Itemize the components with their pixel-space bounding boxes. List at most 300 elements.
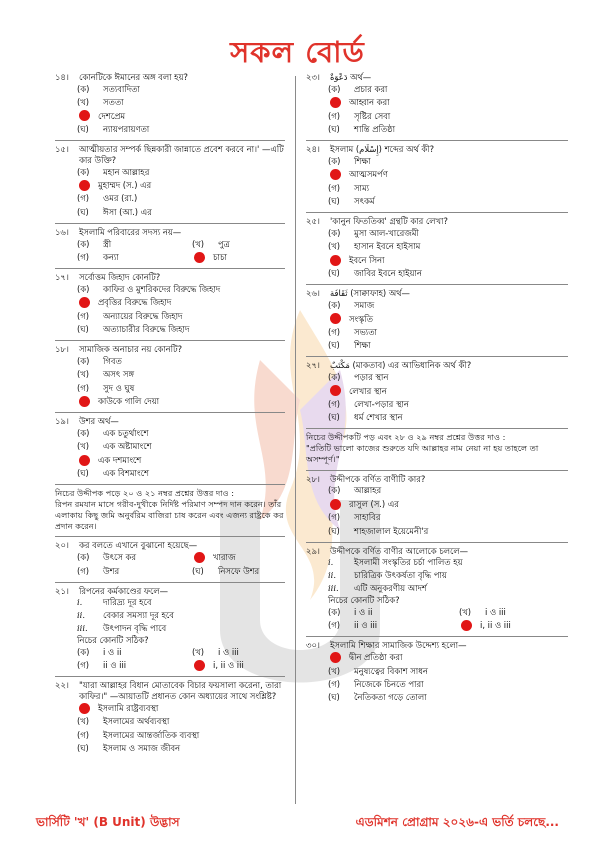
option-text: সততা [103,97,124,108]
option-text: দ্বীন প্রতিষ্ঠা করা [349,652,403,663]
question-block [55,586,285,673]
question-stem [55,680,285,701]
answer-option[interactable] [306,524,568,537]
option-label: (গ) [77,251,90,262]
answer-option[interactable] [170,646,285,659]
option-label: (ক) [328,156,341,166]
answer-option[interactable] [55,178,285,191]
answer-option[interactable] [306,664,568,677]
question-text: আত্মীয়তার সম্পর্ক ছিন্নকারী জান্নাতে প্রবেশ করবে না।' —এটি কার উক্তি? [79,144,284,165]
question-number: ১৮। [55,343,69,354]
question-text: ইসলামি পরিবারের সদস্য নয়— [79,226,182,237]
option-row [55,251,285,264]
footer-brand: ভার্সিটি 'খ' (B Unit) উদ্ভাস [36,815,180,829]
option-text: সমাজ [354,300,375,311]
answer-option[interactable] [306,267,568,280]
question-number: ২৮। [306,473,320,484]
option-text: সাহাবির [354,512,381,523]
question-text: دَعْوَةٌ অর্থ— [330,72,372,82]
option-row [55,551,285,564]
option-label: (গ) [328,679,341,690]
answer-mark [330,385,341,396]
option-label: (ঘ) [77,124,89,135]
answer-option[interactable] [55,192,285,205]
answer-option[interactable] [306,484,568,497]
answer-option[interactable] [55,742,285,755]
answer-option[interactable] [55,83,285,96]
option-text: হাসান ইবনে হাইসাম [354,241,421,252]
answer-option[interactable] [306,312,568,325]
answer-option[interactable] [306,299,568,312]
option-text: সৃষ্টির সেবা [354,110,391,121]
question-stem [306,144,568,155]
option-text: ইসলাম ও সমাজ জীবন [103,743,181,754]
question-block [306,474,568,538]
answer-option[interactable] [306,155,568,168]
answer-option[interactable] [170,237,285,250]
option-label: (খ) [77,716,90,727]
answer-option[interactable] [437,619,568,632]
option-text: চাচা [213,251,227,262]
answer-option[interactable] [306,253,568,266]
question-block [306,72,568,136]
option-label: (ক) [328,485,341,496]
option-text: সুদ ও ঘুষ [103,382,135,393]
statement-numeral: iii. [77,623,88,634]
statement-text: ইসলামী সংস্কৃতির চর্চা পালিত হয় [354,557,463,568]
separator [55,223,285,224]
statement-text: বেকার সমস্যা দূর হবে [103,610,174,621]
answer-option[interactable] [306,123,568,136]
option-text: রাসুল (স.) এর [349,498,399,509]
answer-option[interactable] [55,564,170,577]
question-text: "যারা আল্লাহর বিধান মোতাবেক বিচার ফয়সালা করেনা, তারা কাফির।" —আয়াতটি প্রধানত কোন অধ্যায়ের সাথে সংশ্লিষ্ট? [79,680,282,701]
question-stem [306,546,568,557]
option-text: শাহজালাল ইয়েমেনী'র [354,525,429,536]
question-block [55,680,285,755]
answer-mark [194,552,205,563]
option-text: নিজেকে চিনতে পারা [354,679,424,690]
answer-option[interactable] [55,309,285,322]
statement-numeral: ii. [328,570,337,581]
option-label: (ঘ) [328,196,340,207]
option-text: শিক্ষা [354,156,371,166]
option-label: (খ) [192,238,205,249]
answer-option[interactable] [306,511,568,524]
statement [306,569,568,582]
option-label: (ক) [77,238,90,249]
option-label: (গ) [328,512,341,523]
option-text: ইবনে সিনা [349,254,385,265]
option-label: (ক) [77,166,90,177]
question-ask: নিচের কোনটি সঠিক? [77,635,149,646]
option-label: (গ) [77,729,90,740]
option-label: (গ) [77,565,90,576]
answer-option[interactable] [306,240,568,253]
option-text: কাউকে গালি দেয়া [98,396,160,407]
answer-option[interactable] [55,123,285,136]
question-text: সর্বোত্তম জিহাদ কোনটি? [79,271,161,282]
option-row [55,659,285,672]
question-text: ثَقَافَة (সাক্বাফাহ) অর্থ— [330,288,410,299]
passage-body: রিপন রমযান মাসে গরীব-দুখীকে নির্দিষ্ট পরিমাণ সম্পদ দান করেন। তাঁর এলাকায় কিছু জমি অনুর্বরিম বাজিরা চাষ করেন এবং এজন্য রাষ্ট্রকে কর প্রদান করেন। [55,499,284,532]
option-text: শিক্ষা [354,340,371,351]
answer-option[interactable] [306,371,568,384]
answer-option[interactable] [55,296,285,309]
answer-option[interactable] [55,354,285,367]
option-text: ii ও iii [103,660,127,671]
footer-admission: এডমিশন প্রোগ্রাম ২০২৬-এ ভর্তি চলছে... [355,815,559,829]
answer-option[interactable] [170,659,285,672]
question-text: উদ্দীপকে বর্ণিত বাণীটি কার? [330,473,426,484]
separator [55,412,285,413]
option-text: i ও ii [103,647,122,658]
question-text: কোনটিকে ঈমানের অঙ্গ বলা হয়? [79,72,188,82]
statement-text: এটি অনুকরণীয় আদর্শ [354,583,427,594]
option-label: (ঘ) [77,206,89,217]
option-label: (ঘ) [192,565,204,576]
answer-option[interactable] [170,551,285,564]
answer-option[interactable] [306,325,568,338]
option-text: সংস্কৃতি [349,313,373,324]
option-label: (ঘ) [328,340,340,351]
answer-mark [79,455,90,466]
option-text: এক চতুর্থাংশে [103,427,149,438]
question-stem [55,416,285,427]
stimulus-passage [306,432,568,465]
passage-heading: নিচের উদ্দীপক পড়ে ২০ ও ২১ নম্বর প্রশ্নের উত্তর দাও : [55,488,235,499]
answer-option[interactable] [306,678,568,691]
option-text: অত্যাচারীর বিরুদ্ধে জিহাদ [103,324,190,335]
option-label: (ক) [328,83,341,94]
option-label: (খ) [77,97,90,108]
answer-mark [79,703,90,714]
answer-mark [330,169,341,180]
statement [55,609,285,622]
option-text: শান্তি প্রতিষ্ঠা [354,124,396,135]
option-label: (ঘ) [328,692,340,703]
option-label: (ঘ) [328,268,340,279]
question-stem [55,540,285,551]
option-row [55,564,285,577]
option-label: (ক) [328,300,341,311]
answer-option[interactable] [306,384,568,397]
answer-mark [461,620,472,631]
option-text: স্ত্রী [103,238,112,249]
answer-mark [330,97,341,108]
separator [306,428,568,429]
answer-mark [79,396,90,407]
question-number: ২৭। [306,360,320,371]
option-label: (ঘ) [77,468,89,479]
answer-option[interactable] [55,368,285,381]
option-label: (ঘ) [328,412,340,423]
question-number: ২২। [55,680,69,691]
question-stem [306,216,568,227]
option-text: মনুষ্যত্বের বিকাশ সাধন [354,665,428,676]
option-label: (গ) [328,620,341,631]
option-text: মহান আল্লাহর [103,166,150,177]
question-number: ২৯। [306,545,320,556]
answer-option[interactable] [170,564,285,577]
question-number: ১৬। [55,226,69,237]
option-text: সত্যবাদিতা [103,83,140,94]
question-text: ইসলামি শিক্ষার সামাজিক উদ্দেশ্য হলো— [330,640,467,651]
option-text: আত্মসমর্পণ [349,169,388,180]
option-text: আহ্বান করা [349,97,390,108]
answer-option[interactable] [55,728,285,741]
option-text: দেশপ্রেম [98,110,126,121]
option-text: প্রবৃত্তির বিরুদ্ধে জিহাদ [98,297,172,308]
separator [55,582,285,583]
statement-numeral: ii. [77,610,86,621]
answer-option[interactable] [55,395,285,408]
question-stem [306,640,568,651]
answer-option[interactable] [306,691,568,704]
answer-option[interactable] [55,237,170,250]
statement [306,582,568,595]
answer-mark [194,252,205,263]
question-text: কর বলতে এখানে বুঝানো হয়েছে— [79,540,198,551]
answer-option[interactable] [306,227,568,240]
question-number: ১৫। [55,144,69,155]
question-stem [55,227,285,238]
answer-option[interactable] [55,440,285,453]
option-label: (ঘ) [77,324,89,335]
answer-option[interactable] [306,619,437,632]
answer-option[interactable] [55,109,285,122]
separator [306,140,568,141]
question-block [306,288,568,352]
question-number: ২০। [55,540,69,551]
question-stem [306,288,568,299]
option-label: (গ) [77,193,90,204]
option-text: i ও ii [354,607,373,617]
option-text: ওমর (রা.) [103,193,138,204]
answer-option[interactable] [306,181,568,194]
answer-option[interactable] [55,659,170,672]
option-text: প্রচার করা [354,83,388,94]
answer-mark [330,652,341,663]
passage-heading: নিচের উদ্দীপকটি পড় এবং ২৮ ও ২৯ নম্বর প্রশ্নের উত্তর দাও : [306,432,506,443]
answer-option[interactable] [306,398,568,411]
separator [55,536,285,537]
answer-option[interactable] [55,715,285,728]
statement-text: দারিদ্র্য দূর হবে [103,597,152,608]
question-number: ২৬। [306,288,320,299]
question-block [306,144,568,208]
option-text: ন্যায়পরায়ণতা [103,124,150,135]
answer-option[interactable] [55,646,170,659]
question-text: সামাজিক অনাচার নয় কোনটি? [79,343,183,354]
option-label: (খ) [77,441,90,452]
separator [55,484,285,485]
separator [55,340,285,341]
option-text: এক অষ্টামাংশে [103,441,152,452]
left-column [55,72,285,759]
question-text: ইসলাম (إِسْلَام) শব্দের অর্থ কী? [330,144,435,155]
answer-option[interactable] [55,165,285,178]
option-text: খারাজ [213,552,236,563]
option-label: (গ) [328,398,341,409]
answer-option[interactable] [55,282,285,295]
stimulus-passage [55,488,285,532]
separator [306,284,568,285]
separator [55,268,285,269]
question-stem [55,72,285,83]
option-label: (গ) [328,326,341,337]
question-block [306,546,568,633]
question-number: ২৩। [306,72,320,82]
option-row [306,606,568,619]
option-text: আল্লাহর [354,485,382,496]
option-text: লেখার স্থান [349,385,387,396]
option-text: উৎসে কর [103,552,137,563]
question-text: উদ্দীপকে বর্ণিত বাণীর আলোকে চললে— [330,545,469,556]
option-label: (খ) [77,369,90,380]
question-block [55,416,285,480]
question-ask: নিচের কোনটি সঠিক? [328,595,400,606]
answer-option[interactable] [55,251,170,264]
answer-option[interactable] [55,551,170,564]
option-label: (গ) [328,110,341,121]
statement-numeral: i. [328,557,334,568]
option-label: (গ) [77,660,90,671]
answer-option[interactable] [306,339,568,352]
option-text: এক দশমাংশে [98,454,142,465]
option-label: (খ) [192,647,205,658]
answer-option[interactable] [55,467,285,480]
answer-option[interactable] [306,168,568,181]
question-block [55,227,285,264]
option-text: জাবির ইবনে হাইয়ান [354,268,422,279]
question-number: ২১। [55,585,69,596]
question-block [55,144,285,219]
question-block [55,540,285,577]
question-block [306,640,568,704]
answer-option[interactable] [55,323,285,336]
question-number: ১৭। [55,271,69,282]
right-column [306,72,568,708]
option-text: নৈতিকতা গড়ে তোলা [354,692,427,703]
option-label: (খ) [328,665,341,676]
option-text: মুসা আল-খারেজমী [354,228,419,239]
option-label: (ঘ) [328,124,340,135]
statement [306,556,568,569]
question-text: রিপনের কর্মকাণ্ডের ফলে— [79,585,168,596]
question-number: ৩০। [306,640,320,651]
option-text: ii ও iii [354,620,378,631]
option-label: (ঘ) [77,743,89,754]
answer-option[interactable] [55,381,285,394]
answer-option[interactable] [306,606,437,619]
answer-option[interactable] [306,411,568,424]
question-number: ১৪। [55,72,69,82]
answer-option[interactable] [306,651,568,664]
statement-text: চারিত্রিক উৎকর্ষতা বৃদ্ধি পায় [354,570,447,581]
option-label: (ক) [77,427,90,438]
separator [55,676,285,677]
option-row [306,619,568,632]
option-text: ইসলামের আন্তর্জাতিক ব্যবস্থা [103,729,200,740]
question-text: উশর অর্থ— [79,416,119,427]
answer-option[interactable] [437,606,568,619]
option-text: সৎকর্ম [354,196,375,207]
option-text: i, ii ও iii [480,620,511,631]
option-text: অসৎ সঙ্গ [103,369,135,380]
answer-mark [194,660,205,671]
option-text: i ও iii [218,647,239,658]
question-number: ১৯। [55,416,69,427]
separator [55,140,285,141]
option-text: অন্যায়ের বিরুদ্ধে জিহাদ [103,310,183,321]
answer-option[interactable] [306,195,568,208]
separator [306,470,568,471]
option-text: ধর্ম শেখার স্থান [354,412,403,423]
option-text: i ও iii [485,607,506,617]
option-label: (ক) [77,83,90,94]
option-text: ইসলামি রাষ্ট্রব্যবস্থা [98,702,159,713]
answer-option[interactable] [55,205,285,218]
option-text: i, ii ও iii [213,660,244,671]
option-text: পড়ার স্থান [354,372,389,383]
answer-option[interactable] [306,109,568,122]
statement-numeral: iii. [328,583,339,594]
option-text: সাম্য [354,182,370,193]
question-stem [306,360,568,371]
option-label: (খ) [328,241,341,252]
separator [306,636,568,637]
question-block [55,272,285,336]
option-label: (ক) [328,228,341,239]
question-text: مَكْتَبٌ (মাকতাব) এর আভিধানিক অর্থ কী? [330,360,472,371]
answer-option[interactable] [306,83,568,96]
option-text: ইসলামের অর্থব্যবস্থা [103,716,170,727]
question-stem [55,144,285,165]
answer-mark [330,255,341,266]
answer-option[interactable] [55,701,285,714]
passage-body: "প্রতিটি ভালো কাজের শুরুতে যদি আল্লাহর নাম নেয়া না হয় তাহলে তা অসম্পূর্ণ।" [306,443,539,465]
question-block [55,344,285,408]
option-label: (ক) [77,647,90,658]
option-text: এক বিশমাংশে [103,468,149,479]
question-stem [55,344,285,355]
question-stem [306,474,568,485]
option-label: (ক) [77,283,90,294]
question-stem [306,72,568,83]
answer-option[interactable] [55,427,285,440]
separator [306,542,568,543]
page-title: সকল বোর্ড [230,35,365,69]
answer-option[interactable] [55,453,285,466]
answer-option[interactable] [306,96,568,109]
answer-option[interactable] [55,96,285,109]
option-label: (ক) [77,355,90,366]
question-number: ২৪। [306,144,320,155]
statement [55,596,285,609]
answer-option[interactable] [170,251,285,264]
answer-mark [79,297,90,308]
question-block [306,216,568,280]
option-text: লেখা-পড়ার স্থান [354,398,409,409]
answer-option[interactable] [306,497,568,510]
separator [306,212,568,213]
answer-mark [330,313,341,324]
option-label: (ঘ) [328,525,340,536]
option-row [55,646,285,659]
answer-mark [79,110,90,121]
option-text: গিবত [103,355,122,366]
